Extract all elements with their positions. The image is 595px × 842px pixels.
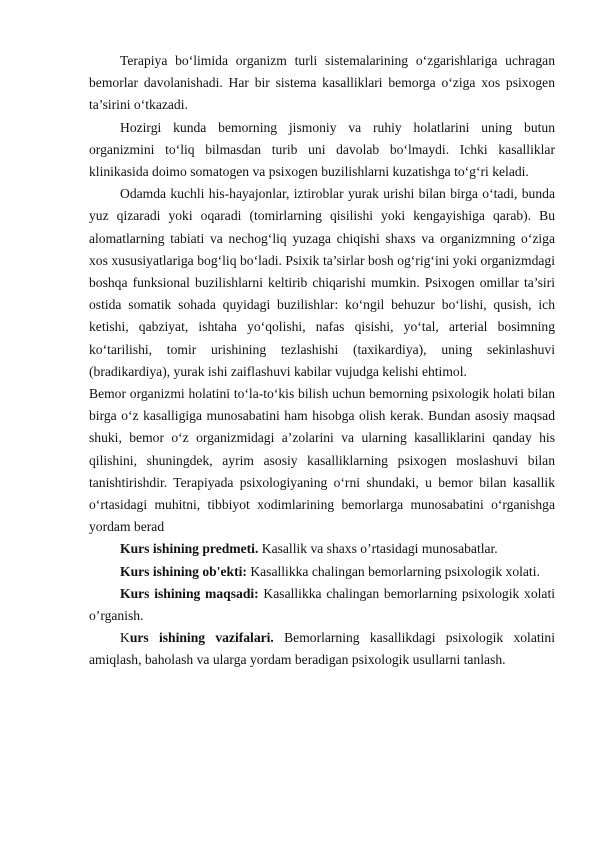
course-tasks-text: Bemorlarning kasallikdagi psixologik xolatini amiqlash, baholash va ularga yordam beradigan psixologik usullarni tanlash.: [89, 630, 555, 668]
paragraph-patient-attitude: Bemor organizmi holatini to‘la-to‘kis bilish uchun bemorning psixologik holati bilan birga o‘z kasalligiga munosabatini ham hisobga olish kerak. Bundan asosiy maqsad shuki, bemor o‘z organizmidagi a’zolarini va ularning kasalliklarini qanday his qilishini, shuningdek, ayrim asosiy kasalliklarning psixogen moslashuvi bilan tanishtirishdir. Terapiyada psixologiyaning o‘rni shundaki, u bemor bilan kasallik o‘rtasidagi muhitni, tibbiyot xodimlarining bemorlarga munosabatini o‘rganishga yordam berad: [89, 386, 555, 535]
course-goal-text: Kasallikka chalingan bemorlarning psixologik xolati o’rganish.: [89, 585, 555, 624]
course-goal-label: Kurs ishining maqsadi:: [120, 585, 259, 601]
course-object-label: Kurs ishining ob'ekti:: [120, 563, 247, 579]
course-tasks-label-initial: K: [120, 630, 130, 646]
course-subject-label: Kurs ishining predmeti.: [120, 541, 259, 557]
course-tasks-label: urs ishining vazifalari.: [129, 630, 274, 646]
paragraph-somatic-disorders: Odamda kuchli his-hayajonlar, iztiroblar yurak urishi bilan birga o‘tadi, bunda yuz qizaradi yoki oqaradi (tomirlarning qisilishi yoki kengayishiga qarab). Bu alomatlarning tabiati va nechog‘liq yuzaga chiqishi shaxs va organizmning o‘ziga xos xususiyatlariga bog‘liq bo‘ladi. Psixik ta’sirlar bosh og‘rig‘ini yoki organizmdagi boshqa funksional buzilishlarni keltirib chiqarishi mumkin. Psixogen omillar ta’siri ostida somatik sohada quyidagi buzilishlar: ko‘ngil behuzur bo‘lishi, qusish, ich ketishi, qabziyat, ishtaha yo‘qolishi, nafas qisishi, yo‘tal, arterial bosimning ko‘tarilishi, tomir urishining tezlashishi (taxikardiya), uning sekinlashuvi (bradikardiya), yurak ishi zaiflashuvi kabilar vujudga kelishi ehtimol.: [89, 186, 555, 379]
course-subject-text: Kasallik va shaxs o’rtasidagi munosabatlar.: [258, 541, 498, 557]
paragraph-therapy-intro: Terapiya bo‘limida organizm turli sistemalarining o‘zgarishlariga uchragan bemorlar davolanishadi. Har bir sistema kasalliklari bemorga o‘ziga xos psixogen ta’sirini o‘tkazadi.: [89, 53, 555, 113]
course-goal: [89, 583, 555, 627]
course-object: [89, 561, 555, 583]
course-object-text: Kasallikka chalingan bemorlarning psixologik xolati.: [246, 563, 540, 579]
course-tasks: [89, 627, 555, 671]
document-page: [89, 50, 555, 672]
course-subject: [89, 538, 555, 560]
paragraph-modern-treatment: Hozirgi kunda bemorning jismoniy va ruhiy holatlarini uning butun organizmini to‘liq bilmasdan turib uni davolab bo‘lmaydi. Ichki kasalliklar klinikasida doimo somatogen va psixogen buzilishlarni kuzatishga to‘g‘ri keladi.: [89, 119, 555, 180]
